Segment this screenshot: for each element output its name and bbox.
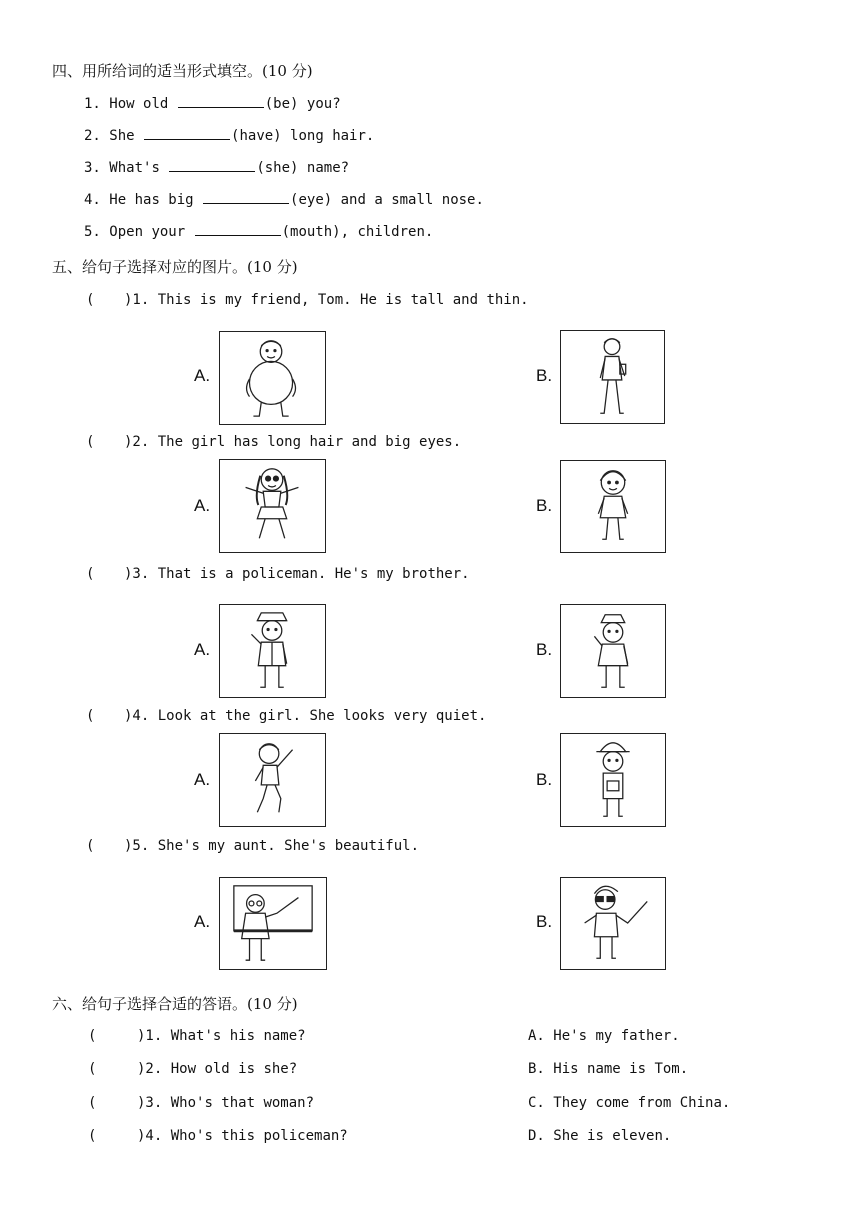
fill-item-1: 1. How old (be) you? [84,96,341,112]
picture-2b-girl-short-hair[interactable] [560,460,666,553]
reply-question-2: ( )2. How old is she? [88,1061,298,1077]
option-a-label: A. [194,366,211,385]
fill-item-3: 3. What's (she) name? [84,160,350,176]
option-a-label: A. [194,770,211,789]
reply-question-1: ( )1. What's his name? [88,1028,306,1044]
picture-3a-policeman[interactable] [219,604,326,698]
option-b-label: B. [536,366,553,385]
answer-paren[interactable]: ( [88,1028,97,1044]
picture-4b-quiet-girl[interactable] [560,733,666,827]
picture-question-4: ( )4. Look at the girl. She looks very quiet. [86,708,487,724]
fill-item-5: 5. Open your (mouth), children. [84,224,434,240]
answer-paren[interactable]: ( [86,838,95,854]
picture-2a-girl-long-hair[interactable] [219,459,326,553]
option-b-label: B. [536,912,553,931]
picture-1a-fat-boy[interactable] [219,331,326,425]
reply-answer-d: D. She is eleven. [528,1128,672,1144]
reply-answer-c: C. They come from China. [528,1095,731,1111]
reply-answer-a: A. He's my father. [528,1028,680,1044]
section-4-title: 四、用所给词的适当形式填空。(10 分) [52,62,313,80]
option-b-label: B. [536,496,553,515]
picture-5b-man-with-pointer[interactable] [560,877,666,970]
picture-3b-policewoman[interactable] [560,604,666,698]
option-a-label: A. [194,912,211,931]
fill-item-4: 4. He has big (eye) and a small nose. [84,192,484,208]
answer-paren[interactable]: ( [88,1128,97,1144]
answer-paren[interactable]: ( [88,1095,97,1111]
answer-paren[interactable]: ( [86,292,95,308]
answer-paren[interactable]: ( [86,434,95,450]
answer-blank[interactable] [195,223,281,236]
option-b-label: B. [536,770,553,789]
answer-blank[interactable] [144,127,230,140]
option-b-label: B. [536,640,553,659]
reply-question-4: ( )4. Who's this policeman? [88,1128,348,1144]
reply-answer-b: B. His name is Tom. [528,1061,689,1077]
reply-question-3: ( )3. Who's that woman? [88,1095,315,1111]
answer-blank[interactable] [169,159,255,172]
option-a-label: A. [194,640,211,659]
answer-paren[interactable]: ( [86,566,95,582]
answer-paren[interactable]: ( [88,1061,97,1077]
picture-question-2: ( )2. The girl has long hair and big eyes. [86,434,462,450]
picture-question-1: ( )1. This is my friend, Tom. He is tall and thin. [86,292,529,308]
option-a-label: A. [194,496,211,515]
section-6-title: 六、给句子选择合适的答语。(10 分) [52,995,298,1013]
section-5-title: 五、给句子选择对应的图片。(10 分) [52,258,298,276]
answer-blank[interactable] [203,191,289,204]
picture-5a-teacher-at-board[interactable] [219,877,327,970]
answer-blank[interactable] [178,95,264,108]
picture-1b-thin-boy[interactable] [560,330,665,424]
picture-4a-active-girl[interactable] [219,733,326,827]
picture-question-5: ( )5. She's my aunt. She's beautiful. [86,838,420,854]
fill-item-2: 2. She (have) long hair. [84,128,375,144]
answer-paren[interactable]: ( [86,708,95,724]
picture-question-3: ( )3. That is a policeman. He's my brother. [86,566,470,582]
